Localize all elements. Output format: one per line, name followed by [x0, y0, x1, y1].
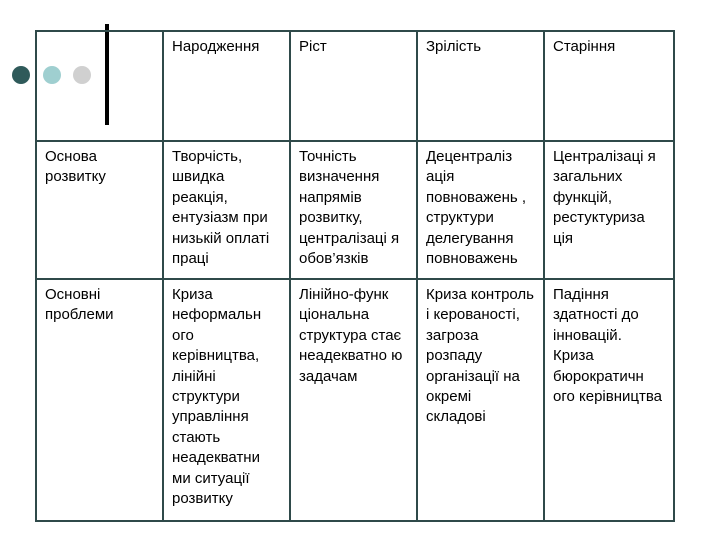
cell-problems-maturity: Криза контроль і керованості, загроза розпаду організації на окремі складові	[417, 279, 544, 521]
cell-basis-aging: Централізаці я загальних функцій, рестуктуриза ція	[544, 141, 674, 279]
bullet-dot-dark	[12, 66, 30, 84]
header-corner-cell	[36, 31, 163, 141]
table-row-main-problems	[36, 279, 674, 521]
row-label-main-problems: Основні проблеми	[36, 279, 163, 521]
table-header-row	[36, 31, 674, 141]
header-stage-growth: Ріст	[290, 31, 417, 141]
cell-problems-growth: Лінійно-функ ціональна структура стає неадекватно ю задачам	[290, 279, 417, 521]
cell-basis-growth: Точність визначення напрямів розвитку, централізаці я обов’язків	[290, 141, 417, 279]
cell-problems-birth: Криза неформальн ого керівництва, лінійні структури управління стають неадекватни ми ситуації розвитку	[163, 279, 290, 521]
cell-problems-aging: Падіння здатності до інновацій. Криза бюрократичн ого керівництва	[544, 279, 674, 521]
cell-basis-maturity: Децентраліз ація повноважень , структури делегування повноважень	[417, 141, 544, 279]
lifecycle-stages-table	[35, 30, 675, 522]
header-stage-aging: Старіння	[544, 31, 674, 141]
table-row-development-basis	[36, 141, 674, 279]
header-stage-birth: Народження	[163, 31, 290, 141]
header-stage-maturity: Зрілість	[417, 31, 544, 141]
cell-basis-birth: Творчість, швидка реакція, ентузіазм при низькій оплаті праці	[163, 141, 290, 279]
row-label-development-basis: Основа розвитку	[36, 141, 163, 279]
